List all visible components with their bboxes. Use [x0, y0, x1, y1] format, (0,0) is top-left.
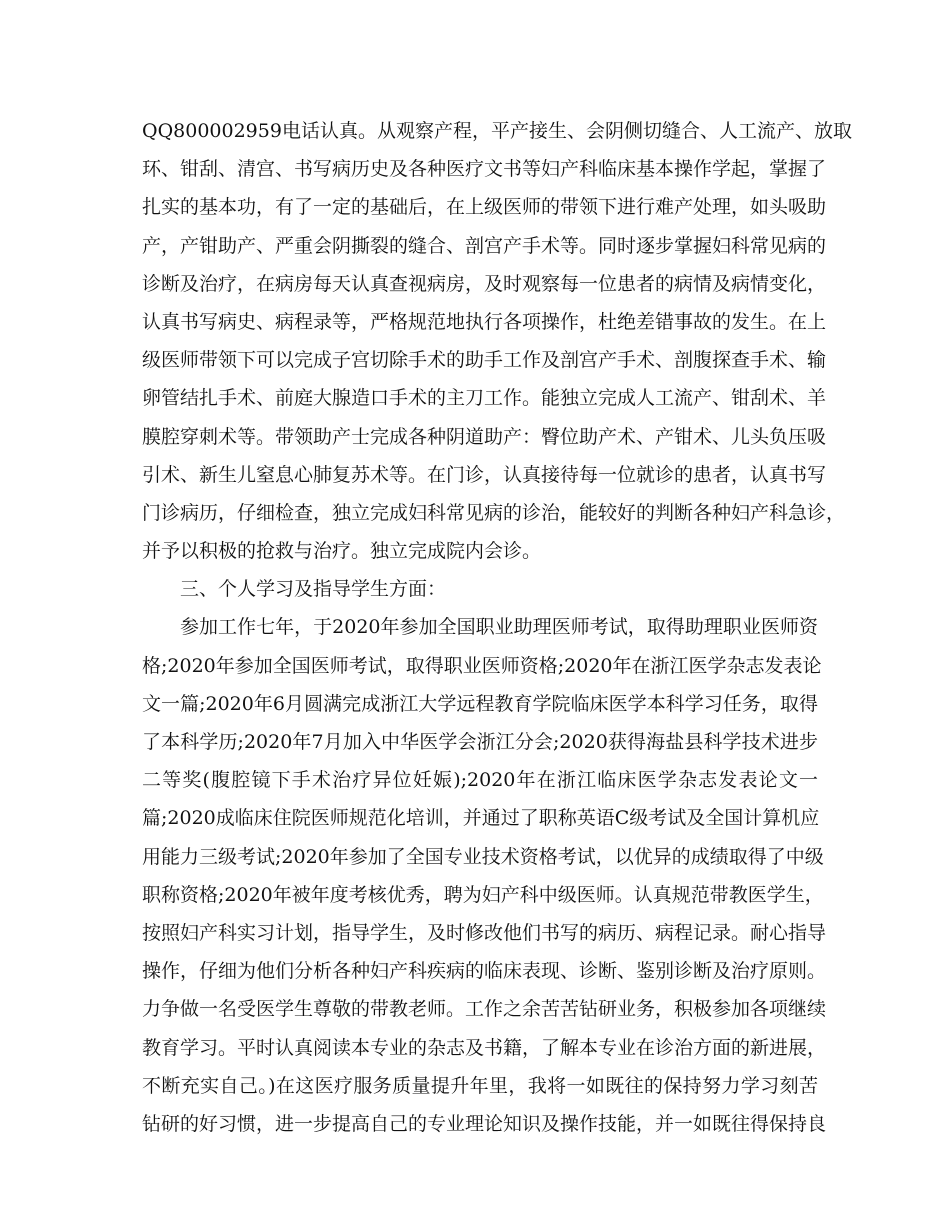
text-line: 不断充实自己。)在这医疗服务质量提升年里，我将一如既往的保持努力学习刻苦: [142, 1074, 818, 1097]
text-line: 产，产钳助产、严重会阴撕裂的缝合、剖宫产手术等。同时逐步掌握妇科常见病的: [142, 234, 827, 257]
paragraph-clinical-work: [142, 112, 852, 570]
section-heading: 三、个人学习及指导学生方面：: [180, 578, 447, 601]
paragraph-personal-study: [142, 608, 827, 1143]
text-line: 环、钳刮、清宫、书写病历史及各种医疗文书等妇产科临床基本操作学起，掌握了: [142, 158, 827, 181]
text-line: 用能力三级考试;2020年参加了全国专业技术资格考试，以优异的成绩取得了中级: [142, 845, 824, 868]
text-line: 按照妇产科实习计划，指导学生，及时修改他们书写的病历、病程记录。耐心指导: [142, 921, 827, 944]
text-line: 文一篇;2020年6月圆满完成浙江大学远程教育学院临床医学本科学习任务，取得: [142, 692, 818, 715]
text-line: 教育学习。平时认真阅读本专业的杂志及书籍，了解本专业在诊治方面的新进展，: [142, 1036, 827, 1059]
text-line: 格;2020年参加全国医师考试，取得职业医师资格;2020年在浙江医学杂志发表论: [142, 654, 822, 677]
section-heading-personal-study: [142, 570, 818, 608]
text-line: 钻研的好习惯，进一步提高自己的专业理论知识及操作技能，并一如既往得保持良: [142, 1112, 827, 1135]
text-line: 了本科学历;2020年7月加入中华医学会浙江分会;2020获得海盐县科学技术进步: [142, 731, 818, 753]
text-line: 认真书写病史、病程录等，严格规范地执行各项操作，杜绝差错事故的发生。在上: [142, 310, 827, 333]
text-line: 卵管结扎手术、前庭大腺造口手术的主刀工作。能独立完成人工流产、钳刮术、羊: [142, 387, 827, 410]
text-line: 二等奖(腹腔镜下手术治疗异位妊娠);2020年在浙江临床医学杂志发表论文一: [142, 769, 818, 792]
text-line: 门诊病历，仔细检查，独立完成妇科常见病的诊治，能较好的判断各种妇产科急诊，: [142, 501, 846, 524]
text-line: QQ800002959电话认真。从观察产程，平产接生、会阴侧切缝合、人工流产、放取: [142, 120, 852, 142]
text-line: 篇;2020成临床住院医师规范化培训，并通过了职称英语C级考试及全国计算机应: [142, 807, 820, 830]
text-line: 并予以积极的抢救与治疗。独立完成院内会诊。: [142, 540, 542, 563]
text-line: 引术、新生儿窒息心肺复苏术等。在门诊，认真接待每一位就诊的患者，认真书写: [142, 463, 827, 486]
text-line: 操作，仔细为他们分析各种妇产科疾病的临床表现、诊断、鉴别诊断及治疗原则。: [142, 960, 827, 983]
document-body: [142, 112, 852, 1143]
text-line: 膜腔穿刺术等。带领助产士完成各种阴道助产：臀位助产术、产钳术、儿头负压吸: [142, 425, 827, 448]
text-line: 扎实的基本功，有了一定的基础后，在上级医师的带领下进行难产处理，如头吸助: [142, 196, 827, 219]
text-line: 力争做一名受医学生尊敬的带教老师。工作之余苦苦钻研业务，积极参加各项继续: [142, 998, 827, 1021]
text-line: 参加工作七年，于2020年参加全国职业助理医师考试，取得助理职业医师资: [180, 616, 818, 639]
text-line: 职称资格;2020年被年度考核优秀，聘为妇产科中级医师。认真规范带教医学生，: [142, 883, 824, 906]
text-line: 诊断及治疗，在病房每天认真查视病房，及时观察每一位患者的病情及病情变化，: [142, 272, 827, 295]
text-line: 级医师带领下可以完成子宫切除手术的助手工作及剖宫产手术、剖腹探查手术、输: [142, 349, 827, 372]
